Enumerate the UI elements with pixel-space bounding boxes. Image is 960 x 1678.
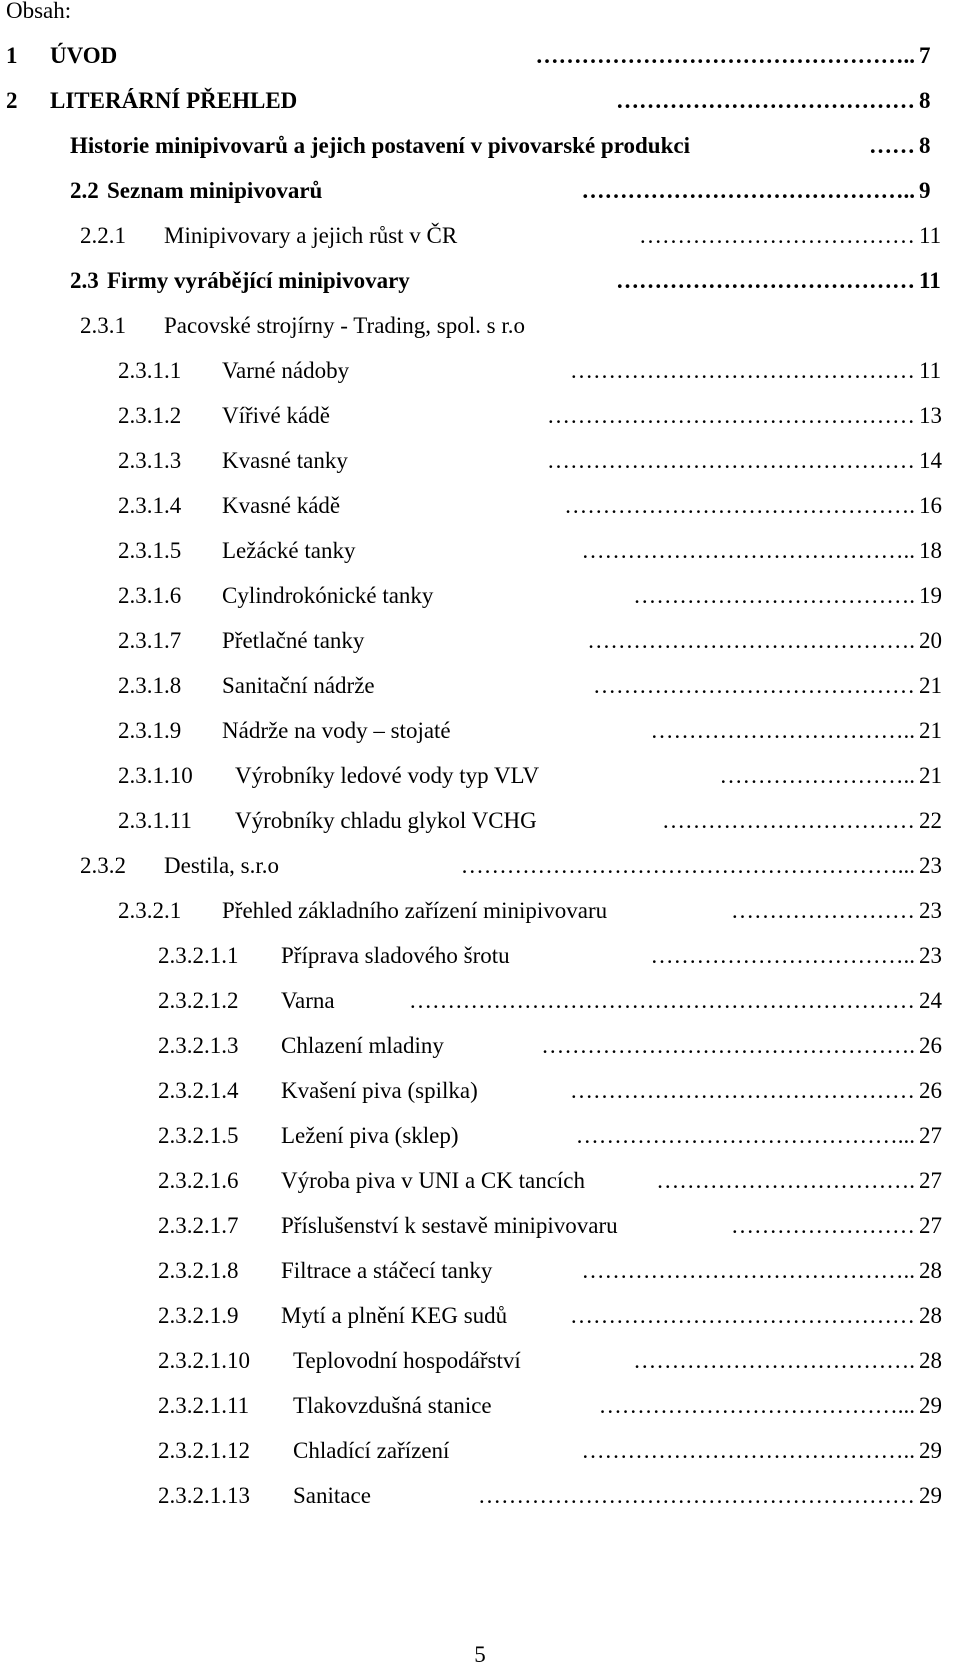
toc-entry-number: 2.3.2.1.11 [158, 1393, 250, 1418]
toc-page-number: 27 [919, 1123, 942, 1148]
toc-entry-title: Historie minipivovarů a jejich postavení v pivovarské produkci [70, 133, 690, 158]
toc-heading: Obsah: [6, 0, 72, 23]
toc-entry-title: ÚVOD [50, 43, 118, 68]
toc-entry[interactable] [0, 264, 960, 298]
toc-page-number: 11 [919, 358, 942, 383]
toc-page-number: 26 [919, 1078, 942, 1103]
toc-entry-number: 2.3.1.6 [118, 583, 182, 608]
toc-entry-number: 2.3.1.9 [118, 718, 182, 743]
toc-entry[interactable] [0, 1209, 960, 1243]
toc-page-number: 14 [919, 448, 942, 473]
toc-dot-leader: ………………………………………. [564, 493, 915, 518]
toc-entry[interactable] [0, 399, 960, 433]
toc-page-number: 9 [919, 178, 931, 203]
toc-entry-title: Varna [281, 988, 335, 1013]
toc-entry[interactable] [0, 1074, 960, 1108]
toc-entry-title: Sanitační nádrže [222, 673, 375, 698]
toc-page-number: 19 [919, 583, 942, 608]
toc-dot-leader: …………………………….. [650, 718, 915, 743]
toc-entry-title: Filtrace a stáčecí tanky [281, 1258, 493, 1283]
toc-dot-leader: ……………………………………… [570, 1078, 915, 1103]
toc-entry-title: Ležení piva (sklep) [281, 1123, 459, 1148]
toc-dot-leader: …………………… [731, 898, 915, 923]
toc-entry[interactable] [0, 624, 960, 658]
toc-entry[interactable] [0, 444, 960, 478]
toc-page-number: 26 [919, 1033, 942, 1058]
toc-entry-number: 2.3.2.1.12 [158, 1438, 250, 1463]
toc-entry-number: 2.3.1 [80, 313, 126, 338]
toc-entry[interactable] [0, 309, 960, 343]
toc-dot-leader: …………………………………... [598, 1393, 915, 1418]
toc-page-number: 11 [919, 223, 942, 248]
toc-entry-number: 2 [6, 88, 18, 113]
toc-page-number: 28 [919, 1303, 942, 1328]
toc-entry-title: Ležácké tanky [222, 538, 356, 563]
toc-page-number: 20 [919, 628, 942, 653]
toc-dot-leader: ………………………………………………… [478, 1483, 915, 1508]
toc-entry[interactable] [0, 1479, 960, 1513]
toc-entry[interactable] [0, 84, 960, 118]
toc-entry-number: 2.3.2.1.7 [158, 1213, 239, 1238]
toc-page-number: 29 [919, 1438, 942, 1463]
toc-dot-leader: ……………………………………… [570, 358, 915, 383]
toc-entry[interactable] [0, 1164, 960, 1198]
toc-entry-number: 2.3.1.1 [118, 358, 182, 383]
toc-dot-leader: ………………………………… [616, 268, 915, 293]
toc-entry-title: Přetlačné tanky [222, 628, 365, 653]
toc-dot-leader: ………………………………………… [547, 448, 915, 473]
toc-entry[interactable] [0, 489, 960, 523]
toc-entry-number: 2.3.1.11 [118, 808, 192, 833]
toc-dot-leader: ……………………………………. [587, 628, 915, 653]
toc-dot-leader: …………………………………… [593, 673, 915, 698]
toc-dot-leader: …………………………….. [650, 943, 915, 968]
toc-dot-leader: …………………………………………………... [460, 853, 915, 878]
toc-dot-leader: ………………………………………………………… [409, 988, 915, 1013]
toc-entry-number: 2.2.1 [80, 223, 126, 248]
toc-entry-number: 2.3.2.1.8 [158, 1258, 239, 1283]
toc-entry[interactable] [0, 669, 960, 703]
toc-entry-number: 2.3.2.1.1 [158, 943, 239, 968]
toc-entry[interactable] [0, 759, 960, 793]
toc-entry-title: Teplovodní hospodářství [293, 1348, 521, 1373]
toc-entry-number: 2.3.2.1.9 [158, 1303, 239, 1328]
toc-page-number: 29 [919, 1393, 942, 1418]
toc-entry[interactable] [0, 1119, 960, 1153]
toc-page-number: 16 [919, 493, 942, 518]
toc-entry[interactable] [0, 129, 960, 163]
toc-page-number: 29 [919, 1483, 942, 1508]
toc-entry-title: Nádrže na vody – stojaté [222, 718, 451, 743]
toc-entry[interactable] [0, 1389, 960, 1423]
toc-entry-title: Kvasné tanky [222, 448, 348, 473]
toc-page-number: 7 [919, 43, 931, 68]
toc-dot-leader: ………………………………………….. [535, 43, 915, 68]
toc-entry-title: Vířivé kádě [222, 403, 330, 428]
toc-dot-leader: ………………………………. [633, 583, 915, 608]
toc-entry-title: Pacovské strojírny - Trading, spol. s r.o [164, 313, 525, 338]
toc-dot-leader: ………………………………. [633, 1348, 915, 1373]
toc-dot-leader: …… [869, 133, 915, 158]
toc-entry[interactable] [0, 534, 960, 568]
toc-entry-number: 2.2 [70, 178, 99, 203]
toc-entry-number: 2.3.1.4 [118, 493, 182, 518]
toc-entry-number: 2.3.1.10 [118, 763, 193, 788]
toc-page-number: 28 [919, 1348, 942, 1373]
toc-entry-number: 2.3.1.7 [118, 628, 182, 653]
toc-dot-leader: …………………………………….. [581, 1258, 915, 1283]
toc-entry-number: 2.3.1.3 [118, 448, 182, 473]
toc-entry-title: Seznam minipivovarů [107, 178, 323, 203]
toc-page-number: 23 [919, 853, 942, 878]
toc-page-number: 18 [919, 538, 942, 563]
toc-page-number: 27 [919, 1213, 942, 1238]
toc-entry-title: Příprava sladového šrotu [281, 943, 510, 968]
toc-entry-title: Cylindrokónické tanky [222, 583, 434, 608]
toc-dot-leader: …………………………… [662, 808, 915, 833]
toc-entry-title: Kvasné kádě [222, 493, 341, 518]
toc-entry[interactable] [0, 849, 960, 883]
toc-entry-number: 2.3.2.1.6 [158, 1168, 239, 1193]
toc-entry-title: Mytí a plnění KEG sudů [281, 1303, 508, 1328]
toc-entry-number: 2.3.2.1.3 [158, 1033, 239, 1058]
toc-entry-number: 2.3.2.1.10 [158, 1348, 250, 1373]
toc-dot-leader: …………………………………….. [581, 538, 915, 563]
toc-entry-number: 2.3 [70, 268, 99, 293]
toc-page-number: 24 [919, 988, 942, 1013]
toc-entry-title: Chlazení mladiny [281, 1033, 444, 1058]
toc-page-number: 21 [919, 718, 942, 743]
toc-dot-leader: ………………………………………… [547, 403, 915, 428]
toc-entry[interactable] [0, 219, 960, 253]
toc-dot-leader: ……………………………. [656, 1168, 915, 1193]
toc-entry-title: Chladící zařízení [293, 1438, 450, 1463]
toc-entry[interactable] [0, 174, 960, 208]
toc-entry[interactable] [0, 39, 960, 73]
toc-entry[interactable] [0, 579, 960, 613]
toc-page-number: 8 [919, 133, 931, 158]
toc-page-number: 11 [919, 268, 941, 293]
toc-page-number: 8 [919, 88, 931, 113]
toc-entry[interactable] [0, 984, 960, 1018]
toc-entry[interactable] [0, 939, 960, 973]
toc-entry-number: 2.3.2.1.5 [158, 1123, 239, 1148]
toc-entry-title: Kvašení piva (spilka) [281, 1078, 478, 1103]
toc-dot-leader: ………………………………… [616, 88, 915, 113]
toc-entry-title: Příslušenství k sestavě minipivovaru [281, 1213, 618, 1238]
toc-dot-leader: …………………… [731, 1213, 915, 1238]
toc-dot-leader: …………………….. [719, 763, 915, 788]
toc-dot-leader: ……………………………………… [570, 1303, 915, 1328]
toc-entry-title: Minipivovary a jejich růst v ČR [164, 223, 458, 248]
toc-page-number: 21 [919, 673, 942, 698]
toc-entry[interactable] [0, 1299, 960, 1333]
toc-page-number: 22 [919, 808, 942, 833]
toc-entry[interactable] [0, 894, 960, 928]
toc-entry-number: 2.3.1.2 [118, 403, 182, 428]
toc-entry[interactable] [0, 804, 960, 838]
toc-entry-number: 1 [6, 43, 18, 68]
toc-entry[interactable] [0, 1029, 960, 1063]
toc-dot-leader: ……………………………………... [575, 1123, 915, 1148]
toc-entry-number: 2.3.2.1 [118, 898, 182, 923]
toc-dot-leader: …………………………………….. [581, 178, 915, 203]
toc-entry-title: Sanitace [293, 1483, 371, 1508]
toc-entry-title: Výrobníky chladu glykol VCHG [235, 808, 537, 833]
toc-dot-leader: …………………………………….. [581, 1438, 915, 1463]
toc-page-number: 21 [919, 763, 942, 788]
toc-entry-number: 2.3.1.5 [118, 538, 182, 563]
toc-page-number: 28 [919, 1258, 942, 1283]
toc-entry-title: LITERÁRNÍ PŘEHLED [50, 88, 298, 113]
toc-entry-number: 2.3.2.1.2 [158, 988, 239, 1013]
toc-entry-number: 2.3.2.1.13 [158, 1483, 250, 1508]
toc-entry[interactable] [0, 354, 960, 388]
toc-entry-number: 2.3.2.1.4 [158, 1078, 239, 1103]
toc-entry-title: Destila, s.r.o [164, 853, 279, 878]
toc-page-number: 23 [919, 943, 942, 968]
page-number: 5 [474, 1642, 486, 1667]
toc-entry[interactable] [0, 714, 960, 748]
toc-page-number: 13 [919, 403, 942, 428]
toc-page-number: 23 [919, 898, 942, 923]
toc-entry-title: Přehled základního zařízení minipivovaru [222, 898, 608, 923]
toc-entry[interactable] [0, 1434, 960, 1468]
toc-dot-leader: …………………………………………. [541, 1033, 915, 1058]
toc-page-number: 27 [919, 1168, 942, 1193]
toc-entry-title: Tlakovzdušná stanice [293, 1393, 492, 1418]
toc-entry-title: Výrobníky ledové vody typ VLV [235, 763, 540, 788]
toc-entry[interactable] [0, 1344, 960, 1378]
toc-entry-title: Výroba piva v UNI a CK tancích [281, 1168, 586, 1193]
toc-entry[interactable] [0, 1254, 960, 1288]
toc-entry-number: 2.3.1.8 [118, 673, 182, 698]
toc-entry-title: Varné nádoby [222, 358, 350, 383]
toc-entry-title: Firmy vyrábějící minipivovary [107, 268, 410, 293]
toc-entry-number: 2.3.2 [80, 853, 126, 878]
toc-dot-leader: ……………………………… [639, 223, 915, 248]
